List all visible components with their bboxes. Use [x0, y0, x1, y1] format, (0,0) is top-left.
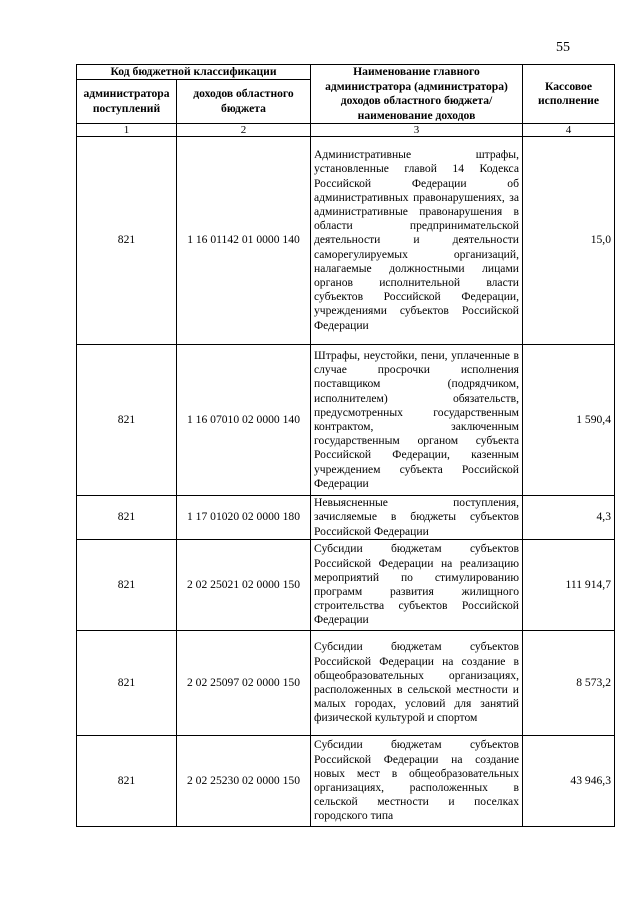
- column-number: 2: [177, 124, 311, 137]
- table-row: [77, 345, 615, 496]
- revenue-name: Субсидии бюджетам субъектов Российской Федерации на создание в общеобразовательных организациях, расположенных в сельской местности и малых городах, условий для занятий физической культурой и спортом: [311, 631, 523, 736]
- revenue-name: Невыясненные поступления, зачисляемые в бюджеты субъектов Российской Федерации: [311, 496, 523, 540]
- administrator-code: 821: [77, 345, 177, 496]
- revenue-code: 1 16 07010 02 0000 140: [177, 345, 311, 496]
- header-cash-execution: Кассовое исполнение: [523, 65, 615, 124]
- administrator-code: 821: [77, 631, 177, 736]
- administrator-code: 821: [77, 736, 177, 827]
- header-administrator-name: Наименование главного администратора (администратора) доходов областного бюджета/ наименование доходов: [311, 65, 523, 124]
- header-regional-budget-revenue: доходов областного бюджета: [177, 80, 311, 124]
- table-row: [77, 496, 615, 540]
- cash-execution-amount: 4,3: [523, 496, 615, 540]
- revenue-code: 2 02 25230 02 0000 150: [177, 736, 311, 827]
- column-number: 3: [311, 124, 523, 137]
- header-budget-classification-code: Код бюджетной классификации: [77, 65, 311, 80]
- table-row: [77, 137, 615, 345]
- revenue-code: 2 02 25097 02 0000 150: [177, 631, 311, 736]
- administrator-code: 821: [77, 496, 177, 540]
- header-revenue-administrator: администратора поступлений: [77, 80, 177, 124]
- revenue-code: 2 02 25021 02 0000 150: [177, 540, 311, 631]
- column-number: 1: [77, 124, 177, 137]
- cash-execution-amount: 15,0: [523, 137, 615, 345]
- column-number: 4: [523, 124, 615, 137]
- cash-execution-amount: 1 590,4: [523, 345, 615, 496]
- budget-revenue-table: [76, 64, 615, 827]
- table-row: [77, 540, 615, 631]
- table-row: [77, 631, 615, 736]
- revenue-code: 1 16 01142 01 0000 140: [177, 137, 311, 345]
- cash-execution-amount: 43 946,3: [523, 736, 615, 827]
- revenue-name: Административные штрафы, установленные главой 14 Кодекса Российской Федерации об административных правонарушениях, за административные правонарушения в области предпринимательской деятельности и деятельности саморегулируемых организаций, налагаемые должностными лицами органов исполнительной власти субъектов Российской Федерации, учреждениями субъектов Российской Федерации: [311, 137, 523, 345]
- revenue-code: 1 17 01020 02 0000 180: [177, 496, 311, 540]
- administrator-code: 821: [77, 540, 177, 631]
- revenue-name: Субсидии бюджетам субъектов Российской Федерации на создание новых мест в общеобразовательных организациях, расположенных в сельской местности и поселках городского типа: [311, 736, 523, 827]
- page-number: 55: [556, 40, 570, 55]
- revenue-name: Штрафы, неустойки, пени, уплаченные в случае просрочки исполнения поставщиком (подрядчиком, исполнителем) обязательств, предусмотренных государственным контрактом, заключенным государственным органом субъекта Российской Федерации, казенным учреждением субъекта Российской Федерации: [311, 345, 523, 496]
- revenue-name: Субсидии бюджетам субъектов Российской Федерации на реализацию мероприятий по стимулированию программ развития жилищного строительства субъектов Российской Федерации: [311, 540, 523, 631]
- cash-execution-amount: 8 573,2: [523, 631, 615, 736]
- administrator-code: 821: [77, 137, 177, 345]
- cash-execution-amount: 111 914,7: [523, 540, 615, 631]
- table-row: [77, 736, 615, 827]
